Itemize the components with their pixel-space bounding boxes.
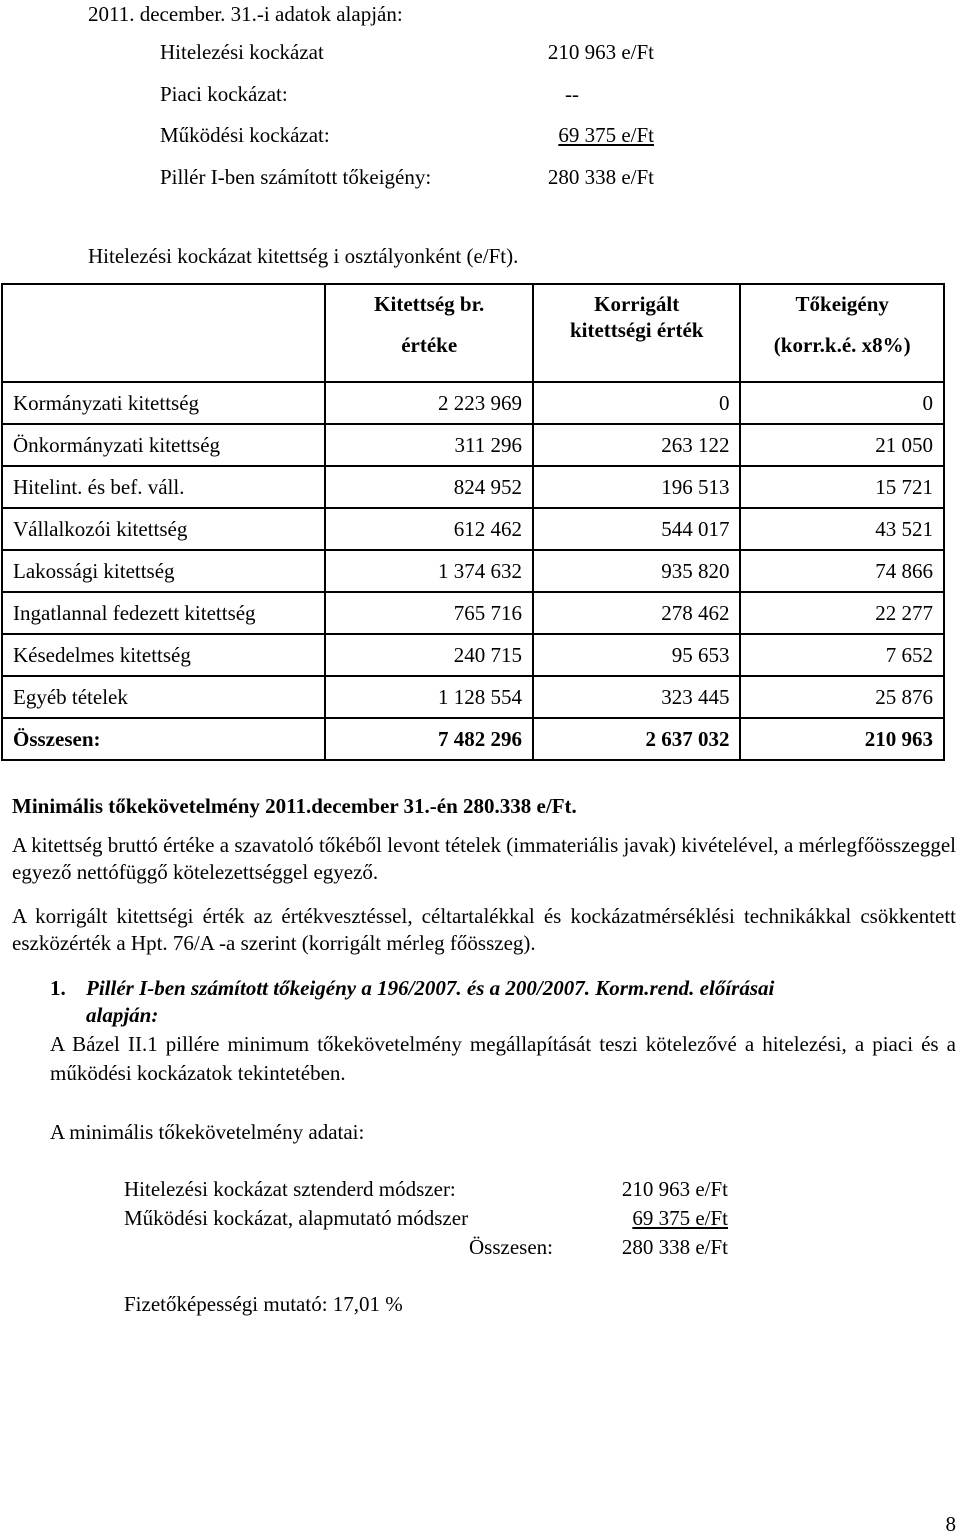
header-gross-line2: értéke: [401, 333, 458, 357]
row-corrected: 935 820: [533, 550, 741, 592]
table-row: [2, 382, 944, 424]
row-capital: 43 521: [740, 508, 944, 550]
row-name: Vállalkozói kitettség: [2, 508, 325, 550]
page-number: 8: [945, 1512, 956, 1536]
row-name: Egyéb tételek: [2, 676, 325, 718]
row-name: Önkormányzati kitettség: [2, 424, 325, 466]
row-capital: 25 876: [740, 676, 944, 718]
table-row: [2, 634, 944, 676]
header-capital-line2: (korr.k.é. x8%): [773, 333, 911, 357]
row-name: Kormányzati kitettség: [2, 382, 325, 424]
header-capital: [740, 284, 944, 382]
risk-label-pillar1: Pillér I-ben számított tőkeigény:: [160, 165, 432, 189]
total-capital: 210 963: [740, 718, 944, 760]
total-corrected: 2 637 032: [533, 718, 741, 760]
row-capital: 7 652: [740, 634, 944, 676]
row-gross: 824 952: [325, 466, 533, 508]
risk-value-credit: 210 963 e/Ft: [547, 40, 654, 64]
table-row: [2, 424, 944, 466]
risk-label-operational: Működési kockázat:: [160, 123, 330, 147]
table-total-row: [2, 718, 944, 760]
total-name: Összesen:: [2, 718, 325, 760]
row-gross: 765 716: [325, 592, 533, 634]
header-gross-line1: Kitettség br.: [374, 292, 485, 316]
total-gross: 7 482 296: [325, 718, 533, 760]
exposure-table: [1, 283, 945, 761]
date-line: 2011. december. 31.-i adatok alapján:: [88, 2, 403, 26]
row-corrected: 196 513: [533, 466, 741, 508]
paragraph-gross-value: A kitettség bruttó értéke a szavatoló tőkéből levont tételek (immateriális javak) kivételével, a mérlegfőösszeggel egyező nettófüggő kötelezettséggel egyező.: [12, 833, 956, 884]
section-heading-line2: alapján:: [86, 1003, 159, 1027]
header-corrected: [533, 284, 741, 382]
table-row: [2, 676, 944, 718]
row-gross: 240 715: [325, 634, 533, 676]
paragraph-corrected-value: A korrigált kitettségi érték az értékvesztéssel, céltartalékkal és kockázatmérséklési technikákkal csökkentett eszközérték a Hpt. 76/A -a szerint (korrigált mérleg főösszeg).: [12, 904, 956, 955]
row-capital: 22 277: [740, 592, 944, 634]
row-name: Ingatlannal fedezett kitettség: [2, 592, 325, 634]
min-item-value-credit: 210 963 e/Ft: [621, 1177, 728, 1201]
table-header-row: [2, 284, 944, 382]
row-capital: 15 721: [740, 466, 944, 508]
row-name: Hitelint. és bef. váll.: [2, 466, 325, 508]
risk-value-market: --: [565, 82, 579, 106]
min-item-label-credit: Hitelezési kockázat sztenderd módszer:: [124, 1177, 456, 1201]
row-capital: 74 866: [740, 550, 944, 592]
row-gross: 311 296: [325, 424, 533, 466]
header-corrected-line1: Korrigált: [594, 292, 680, 316]
table-row: [2, 466, 944, 508]
risk-label-credit: Hitelezési kockázat: [160, 40, 324, 64]
minimum-requirement-line: Minimális tőkekövetelmény 2011.december 31.-én 280.338 e/Ft.: [12, 794, 577, 818]
min-item-label-total: Összesen:: [469, 1235, 553, 1259]
header-gross: [325, 284, 533, 382]
row-gross: 2 223 969: [325, 382, 533, 424]
row-name: Késedelmes kitettség: [2, 634, 325, 676]
table-row: [2, 550, 944, 592]
row-corrected: 95 653: [533, 634, 741, 676]
row-gross: 1 128 554: [325, 676, 533, 718]
row-corrected: 0: [533, 382, 741, 424]
section-text: A Bázel II.1 pillére minimum tőkekövetelmény megállapítását teszi kötelezővé a hitelezési, a piaci és a működési kockázatok tekintetében.: [50, 1032, 956, 1085]
min-requirement-title: A minimális tőkekövetelmény adatai:: [50, 1120, 365, 1144]
risk-label-market: Piaci kockázat:: [160, 82, 288, 106]
table-caption: Hitelezési kockázat kitettség i osztályonként (e/Ft).: [88, 244, 519, 268]
min-item-label-operational: Működési kockázat, alapmutató módszer: [124, 1206, 469, 1230]
section-number: 1.: [50, 976, 66, 1000]
min-item-value-total: 280 338 e/Ft: [621, 1235, 728, 1259]
header-corrected-line2: kitettségi érték: [569, 318, 704, 342]
row-corrected: 323 445: [533, 676, 741, 718]
row-gross: 1 374 632: [325, 550, 533, 592]
row-gross: 612 462: [325, 508, 533, 550]
risk-value-pillar1: 280 338 e/Ft: [547, 165, 654, 189]
row-corrected: 263 122: [533, 424, 741, 466]
header-empty: [2, 284, 325, 382]
risk-value-operational: 69 375 e/Ft: [558, 123, 654, 147]
section-heading-line1: Pillér I-ben számított tőkeigény a 196/2007. és a 200/2007. Korm.rend. előírásai: [86, 976, 775, 1000]
min-item-value-operational: 69 375 e/Ft: [632, 1206, 728, 1230]
row-capital: 21 050: [740, 424, 944, 466]
row-corrected: 278 462: [533, 592, 741, 634]
row-name: Lakossági kitettség: [2, 550, 325, 592]
table-row: [2, 508, 944, 550]
table-row: [2, 592, 944, 634]
row-corrected: 544 017: [533, 508, 741, 550]
solvency-ratio: Fizetőképességi mutató: 17,01 %: [124, 1292, 403, 1316]
header-capital-line1: Tőkeigény: [795, 292, 889, 316]
row-capital: 0: [740, 382, 944, 424]
